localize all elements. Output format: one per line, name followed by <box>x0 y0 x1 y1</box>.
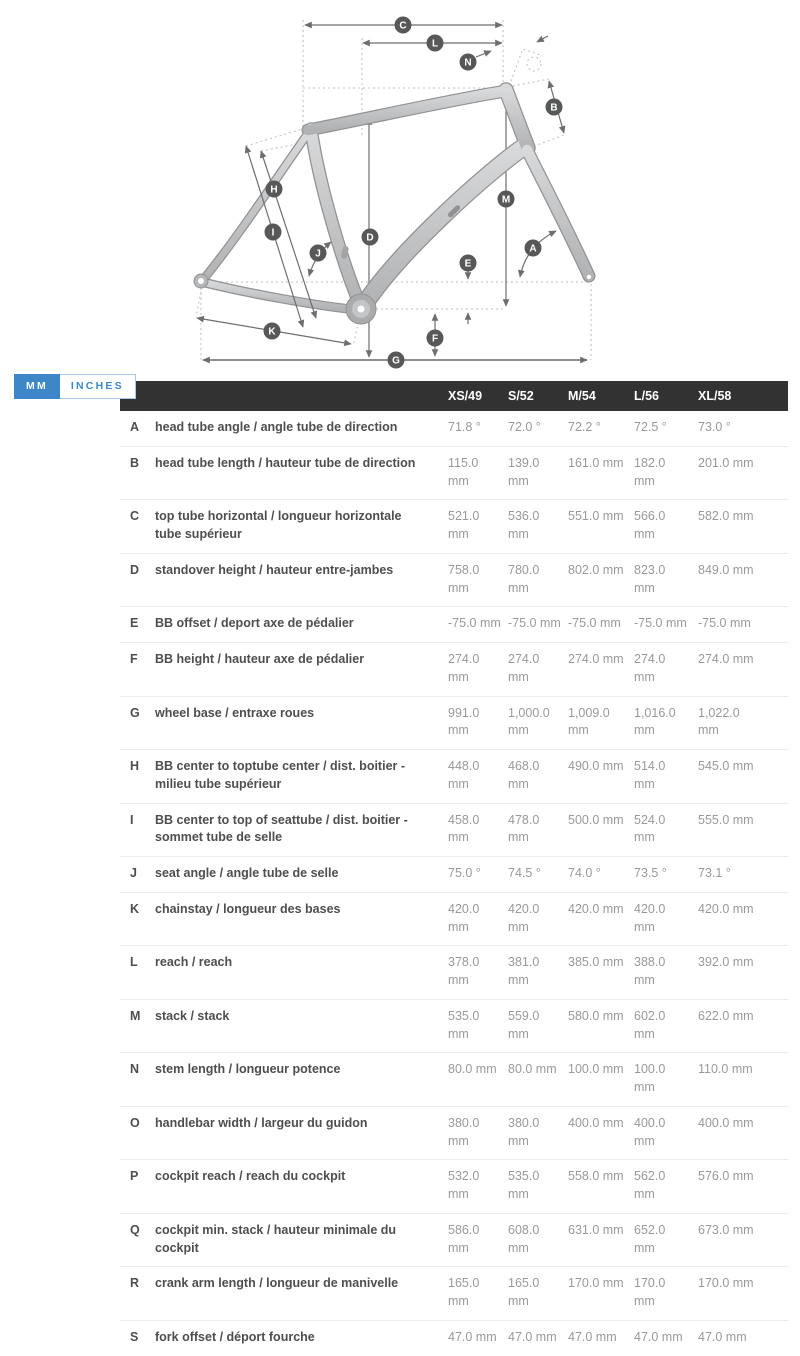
row-label: wheel base / entraxe roues <box>155 705 315 720</box>
front-dropout <box>587 275 591 279</box>
row-label: head tube length / hauteur tube de direction <box>155 455 416 470</box>
row-letter: B <box>130 455 140 470</box>
svg-text:N: N <box>464 57 472 69</box>
row-letter: S <box>130 1329 139 1344</box>
svg-text:I: I <box>271 227 275 239</box>
cell-value: 602.0 mm <box>634 1008 666 1041</box>
row-label: stem length / longueur potence <box>155 1062 341 1077</box>
size-header-row <box>120 381 788 411</box>
cell-value: 802.0 mm <box>568 562 624 577</box>
row-label: crank arm length / longueur de manivelle <box>155 1276 399 1291</box>
cell-value: -75.0 mm <box>634 616 687 631</box>
cell-value: 274.0 mm <box>634 652 666 684</box>
cell-value: 47.0 mm <box>634 1329 683 1344</box>
cell-value: 580.0 mm <box>568 1008 624 1023</box>
cell-value: 47.0 mm <box>508 1329 557 1344</box>
cell-value: 551.0 mm <box>568 509 624 524</box>
cell-value: 420.0 mm <box>508 901 540 934</box>
fork <box>527 150 589 276</box>
table-row <box>120 1160 788 1214</box>
size-header: L/56 <box>634 381 698 411</box>
row-letter: H <box>130 759 140 773</box>
cell-value: 274.0 mm <box>448 652 480 684</box>
cell-value: 380.0 mm <box>508 1115 540 1148</box>
cell-value: 582.0 mm <box>698 509 754 524</box>
row-label: cockpit reach / reach du cockpit <box>155 1169 346 1184</box>
badge-f <box>427 330 444 347</box>
cell-value: 1,009.0 mm <box>568 705 610 738</box>
row-letter: G <box>130 705 140 720</box>
table-row <box>120 803 788 857</box>
cell-value: 1,000.0 mm <box>508 705 550 738</box>
badge-n <box>460 54 477 71</box>
cell-value: 274.0 mm <box>698 652 754 666</box>
table-row <box>120 1320 788 1355</box>
cell-value: 535.0 mm <box>508 1169 540 1201</box>
row-letter: M <box>130 1008 141 1023</box>
cell-value: 73.0 ° <box>698 420 731 434</box>
cell-value: 1,022.0 mm <box>698 705 740 738</box>
cell-value: 73.1 ° <box>698 866 731 880</box>
row-label: seat angle / angle tube de selle <box>155 866 339 880</box>
cell-value: 201.0 mm <box>698 455 754 470</box>
svg-text:G: G <box>392 355 400 367</box>
row-letter: P <box>130 1169 139 1184</box>
dim-arrow-stem-n <box>476 51 491 57</box>
dim-lines-front <box>197 25 587 360</box>
table-row <box>120 1213 788 1267</box>
cell-value: 100.0 mm <box>634 1062 666 1094</box>
handlebar-clamp-outline <box>527 57 541 71</box>
row-label: stack / stack <box>155 1008 230 1023</box>
cell-value: 72.0 ° <box>508 420 541 434</box>
cell-value: 576.0 mm <box>698 1169 754 1184</box>
cell-value: 161.0 mm <box>568 455 624 470</box>
cell-value: 380.0 mm <box>448 1115 480 1148</box>
row-letter: Q <box>130 1222 140 1237</box>
svg-text:A: A <box>529 243 537 255</box>
cell-value: 170.0 mm <box>568 1276 624 1291</box>
table-row <box>120 999 788 1053</box>
cell-value: 388.0 mm <box>634 955 666 987</box>
cell-value: 1,016.0 mm <box>634 705 676 738</box>
tab-inches[interactable]: INCHES <box>60 374 136 399</box>
cell-value: -75.0 mm <box>448 616 501 631</box>
cell-value: 381.0 mm <box>508 955 540 987</box>
svg-text:D: D <box>366 232 374 244</box>
table-row <box>120 553 788 607</box>
seat-tube <box>311 129 361 307</box>
cell-value: 73.5 ° <box>634 866 667 880</box>
cell-value: 780.0 mm <box>508 562 540 595</box>
svg-text:F: F <box>431 333 439 345</box>
row-label: reach / reach <box>155 955 233 970</box>
cell-value: 274.0 mm <box>508 652 540 684</box>
cell-value: 468.0 mm <box>508 759 540 791</box>
size-header: S/52 <box>508 381 568 411</box>
cell-value: 559.0 mm <box>508 1008 540 1041</box>
svg-text:K: K <box>268 326 276 338</box>
badge-i <box>265 224 282 241</box>
svg-text:M: M <box>501 194 511 206</box>
table-row <box>120 750 788 804</box>
cell-value: 514.0 mm <box>634 759 666 791</box>
cell-value: 400.0 mm <box>568 1115 624 1130</box>
cell-value: 72.2 ° <box>568 420 601 434</box>
cell-value: 535.0 mm <box>448 1008 480 1041</box>
table-row <box>120 857 788 893</box>
cell-value: 72.5 ° <box>634 420 667 434</box>
cell-value: 558.0 mm <box>568 1169 624 1184</box>
row-letter: J <box>130 866 137 880</box>
cell-value: 74.5 ° <box>508 866 541 880</box>
svg-text:C: C <box>399 20 407 32</box>
row-label: standover height / hauteur entre-jambes <box>155 562 394 577</box>
cell-value: 80.0 mm <box>508 1062 557 1077</box>
row-letter: D <box>130 562 140 577</box>
cell-value: 448.0 mm <box>448 759 480 791</box>
cell-value: 74.0 ° <box>568 866 601 880</box>
row-label: BB center to toptube center / dist. boitier - milieu tube supérieur <box>155 759 406 791</box>
cell-value: 586.0 mm <box>448 1222 480 1255</box>
geometry-table-body <box>120 411 788 1356</box>
cell-value: 758.0 mm <box>448 562 480 595</box>
cell-value: 115.0 mm <box>448 455 479 488</box>
cell-value: 420.0 mm <box>448 901 480 934</box>
cell-value: 478.0 mm <box>508 812 540 845</box>
row-label: chainstay / longueur des bases <box>155 901 341 916</box>
cell-value: 47.0 mm <box>698 1329 747 1344</box>
tab-mm[interactable]: MM <box>14 374 60 399</box>
cell-value: 274.0 mm <box>568 652 624 666</box>
table-row <box>120 1053 788 1107</box>
cell-value: 47.0 mm <box>568 1329 617 1344</box>
frame-geometry-diagram <box>0 0 800 374</box>
cell-value: 420.0 mm <box>698 901 754 916</box>
table-row <box>120 946 788 1000</box>
cell-value: 71.8 ° <box>448 420 481 434</box>
cell-value: 566.0 mm <box>634 509 666 541</box>
stem-outline <box>509 49 543 86</box>
cell-value: 524.0 mm <box>634 812 666 845</box>
cell-value: 622.0 mm <box>698 1008 754 1023</box>
badge-e <box>460 255 477 272</box>
row-letter: O <box>130 1115 140 1130</box>
cell-value: 400.0 mm <box>698 1115 754 1130</box>
cell-value: 420.0 mm <box>634 901 666 934</box>
cell-value: 110.0 mm <box>698 1062 753 1077</box>
table-row <box>120 1267 788 1321</box>
cell-value: 420.0 mm <box>568 901 624 916</box>
row-letter: A <box>130 420 140 434</box>
cell-value: 849.0 mm <box>698 562 754 577</box>
cell-value: 823.0 mm <box>634 562 666 595</box>
cell-value: 170.0 mm <box>634 1276 666 1308</box>
units-toggle <box>14 374 136 399</box>
badge-b <box>546 99 563 116</box>
badge-m <box>498 191 515 208</box>
row-label: BB offset / deport axe de pédalier <box>155 616 354 631</box>
row-label: fork offset / déport fourche <box>155 1329 315 1344</box>
row-letter: F <box>130 652 138 666</box>
cell-value: 562.0 mm <box>634 1169 666 1201</box>
table-row <box>120 643 788 697</box>
cell-value: 80.0 mm <box>448 1062 497 1077</box>
cell-value: -75.0 mm <box>508 616 561 631</box>
cell-value: 47.0 mm <box>448 1329 497 1344</box>
badge-d <box>362 229 379 246</box>
table-row <box>120 411 788 446</box>
row-label: handlebar width / largeur du guidon <box>155 1115 368 1130</box>
cell-value: 139.0 mm <box>508 455 540 488</box>
table-row <box>120 607 788 643</box>
row-letter: K <box>130 901 140 916</box>
cell-value: 631.0 mm <box>568 1222 624 1237</box>
top-tube <box>308 91 506 130</box>
svg-text:L: L <box>431 38 439 50</box>
row-letter: N <box>130 1062 140 1077</box>
geometry-table <box>120 381 788 1356</box>
cell-value: 378.0 mm <box>448 955 480 987</box>
badge-j <box>310 245 327 262</box>
row-label: BB center to top of seattube / dist. boitier - sommet tube de selle <box>155 812 408 845</box>
cell-value: 536.0 mm <box>508 509 540 541</box>
cell-value: 458.0 mm <box>448 812 480 845</box>
svg-text:J: J <box>315 248 321 260</box>
cell-value: 392.0 mm <box>698 955 754 970</box>
cell-value: 75.0 ° <box>448 866 481 880</box>
table-row <box>120 696 788 750</box>
row-letter: R <box>130 1276 140 1291</box>
badge-h <box>266 181 283 198</box>
cell-value: -75.0 mm <box>568 616 621 631</box>
chain-stay <box>202 282 350 309</box>
badge-a <box>525 240 542 257</box>
size-header: M/54 <box>568 381 634 411</box>
badge-g <box>388 352 405 369</box>
row-label: BB height / hauteur axe de pédalier <box>155 652 365 666</box>
table-row <box>120 500 788 554</box>
size-header: XL/58 <box>698 381 788 411</box>
svg-text:E: E <box>464 258 472 270</box>
header-spacer <box>155 381 448 411</box>
row-label: cockpit min. stack / hauteur minimale du cockpit <box>155 1222 397 1255</box>
badge-k <box>264 323 281 340</box>
table-row <box>120 892 788 946</box>
cell-value: 532.0 mm <box>448 1169 480 1201</box>
cell-value: 652.0 mm <box>634 1222 666 1255</box>
cell-value: -75.0 mm <box>698 616 751 631</box>
cell-value: 545.0 mm <box>698 759 754 773</box>
cell-value: 608.0 mm <box>508 1222 540 1255</box>
cell-value: 991.0 mm <box>448 705 480 738</box>
svg-text:B: B <box>550 102 558 114</box>
row-letter: C <box>130 509 140 524</box>
table-row <box>120 1106 788 1160</box>
cell-value: 490.0 mm <box>568 759 624 773</box>
badge-l <box>427 35 444 52</box>
cell-value: 170.0 mm <box>698 1276 754 1291</box>
cell-value: 400.0 mm <box>634 1115 666 1148</box>
row-letter: I <box>130 812 134 827</box>
size-header: XS/49 <box>448 381 508 411</box>
construction-lines <box>196 20 591 360</box>
cell-value: 100.0 mm <box>568 1062 624 1077</box>
row-letter: E <box>130 616 139 631</box>
cell-value: 555.0 mm <box>698 812 754 827</box>
cell-value: 385.0 mm <box>568 955 624 970</box>
cell-value: 165.0 mm <box>508 1276 540 1308</box>
cell-value: 500.0 mm <box>568 812 624 827</box>
cell-value: 521.0 mm <box>448 509 480 541</box>
geometry-section <box>0 374 800 1356</box>
cell-value: 673.0 mm <box>698 1222 754 1237</box>
cell-value: 165.0 mm <box>448 1276 480 1308</box>
table-row <box>120 446 788 500</box>
svg-text:H: H <box>270 184 278 196</box>
badge-c <box>395 17 412 34</box>
dim-badges <box>264 17 563 369</box>
row-label: head tube angle / angle tube de direction <box>155 420 398 434</box>
row-letter: L <box>130 955 138 970</box>
dim-arrow-spacer <box>537 36 548 42</box>
cell-value: 182.0 mm <box>634 455 666 488</box>
bike-frame <box>194 90 591 324</box>
seat-stay <box>202 132 309 281</box>
row-label: top tube horizontal / longueur horizontale tube supérieur <box>155 509 402 541</box>
